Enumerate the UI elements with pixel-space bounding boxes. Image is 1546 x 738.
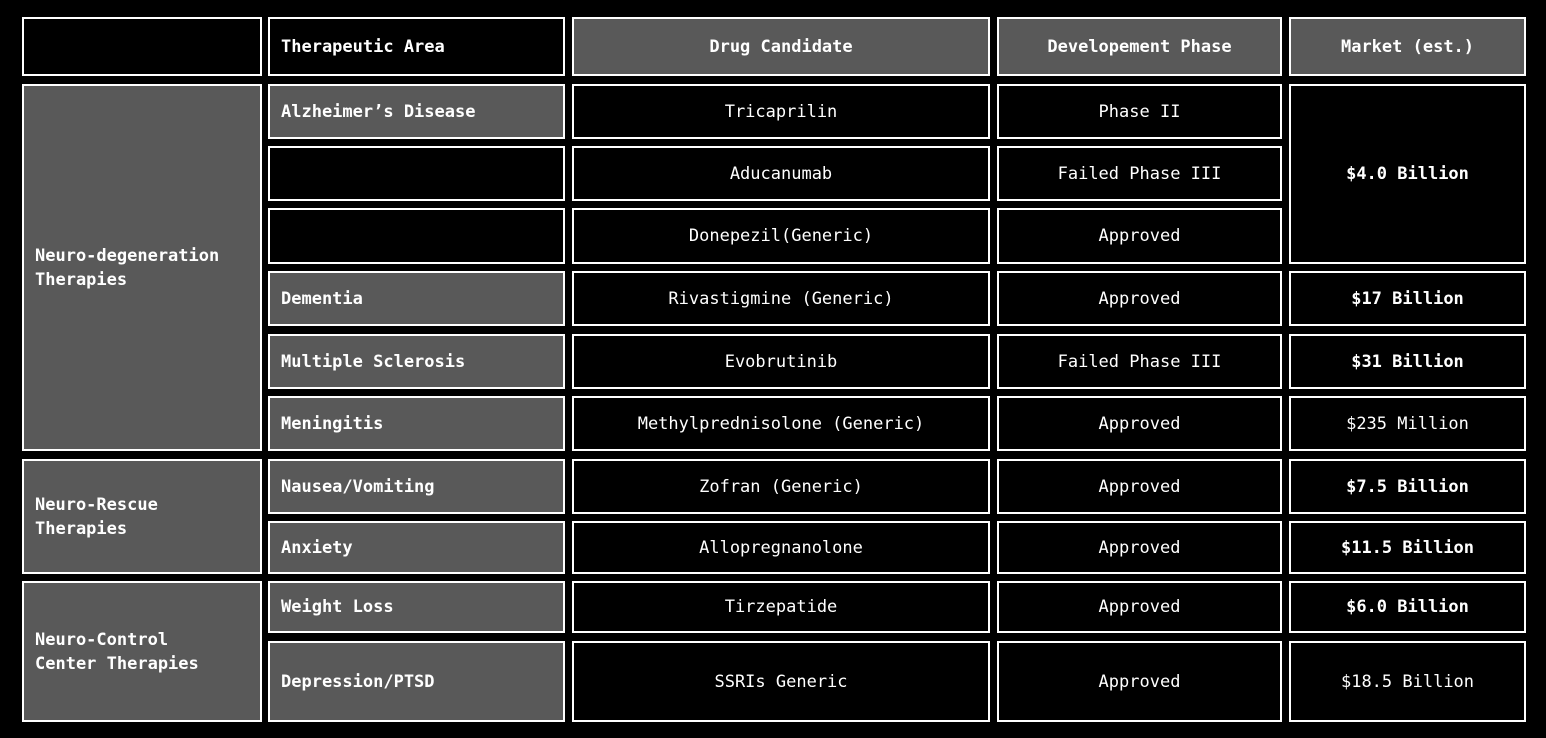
development-phase-cell: Approved	[997, 271, 1282, 326]
market-cell: $7.5 Billion	[1289, 459, 1526, 514]
therapeutic-area-cell: Alzheimer’s Disease	[268, 84, 565, 139]
market-cell: $11.5 Billion	[1289, 521, 1526, 574]
market-cell: $235 Million	[1289, 396, 1526, 451]
therapeutic-area-cell	[268, 146, 565, 201]
development-phase-cell: Approved	[997, 581, 1282, 633]
market-cell: $6.0 Billion	[1289, 581, 1526, 633]
therapeutic-area-cell	[268, 208, 565, 264]
development-phase-cell: Approved	[997, 459, 1282, 514]
development-phase-cell: Approved	[997, 396, 1282, 451]
drug-candidate-cell: Methylprednisolone (Generic)	[572, 396, 990, 451]
group-label: Neuro-Control Center Therapies	[35, 629, 199, 674]
therapeutic-area-cell: Weight Loss	[268, 581, 565, 633]
group-label: Neuro-degeneration Therapies	[35, 245, 220, 290]
corner-cell	[22, 17, 262, 76]
drug-candidate-cell: Evobrutinib	[572, 334, 990, 389]
header-market: Market (est.)	[1289, 17, 1526, 76]
market-cell: $18.5 Billion	[1289, 641, 1526, 722]
development-phase-cell: Approved	[997, 208, 1282, 264]
header-drug-candidate: Drug Candidate	[572, 17, 990, 76]
drug-candidate-cell: Zofran (Generic)	[572, 459, 990, 514]
market-cell: $17 Billion	[1289, 271, 1526, 326]
development-phase-cell: Approved	[997, 521, 1282, 574]
market-cell: $31 Billion	[1289, 334, 1526, 389]
header-development-phase: Developement Phase	[997, 17, 1282, 76]
development-phase-cell: Failed Phase III	[997, 334, 1282, 389]
group-neuro-control-center	[22, 581, 262, 722]
therapeutic-area-cell: Meningitis	[268, 396, 565, 451]
development-phase-cell: Failed Phase III	[997, 146, 1282, 201]
drug-candidate-cell: Rivastigmine (Generic)	[572, 271, 990, 326]
therapeutic-area-cell: Depression/PTSD	[268, 641, 565, 722]
header-therapeutic-area: Therapeutic Area	[268, 17, 565, 76]
group-neuro-degeneration	[22, 84, 262, 451]
therapeutic-area-cell: Anxiety	[268, 521, 565, 574]
group-label: Neuro-Rescue Therapies	[35, 494, 158, 539]
therapeutic-area-cell: Multiple Sclerosis	[268, 334, 565, 389]
drug-candidate-cell: Aducanumab	[572, 146, 990, 201]
drug-candidate-cell: SSRIs Generic	[572, 641, 990, 722]
drug-candidate-cell: Donepezil(Generic)	[572, 208, 990, 264]
drug-candidate-cell: Allopregnanolone	[572, 521, 990, 574]
market-cell: $4.0 Billion	[1289, 84, 1526, 264]
development-phase-cell: Phase II	[997, 84, 1282, 139]
group-neuro-rescue	[22, 459, 262, 574]
drug-candidate-cell: Tirzepatide	[572, 581, 990, 633]
drug-candidate-cell: Tricaprilin	[572, 84, 990, 139]
therapeutic-area-cell: Nausea/Vomiting	[268, 459, 565, 514]
therapeutic-area-cell: Dementia	[268, 271, 565, 326]
development-phase-cell: Approved	[997, 641, 1282, 722]
